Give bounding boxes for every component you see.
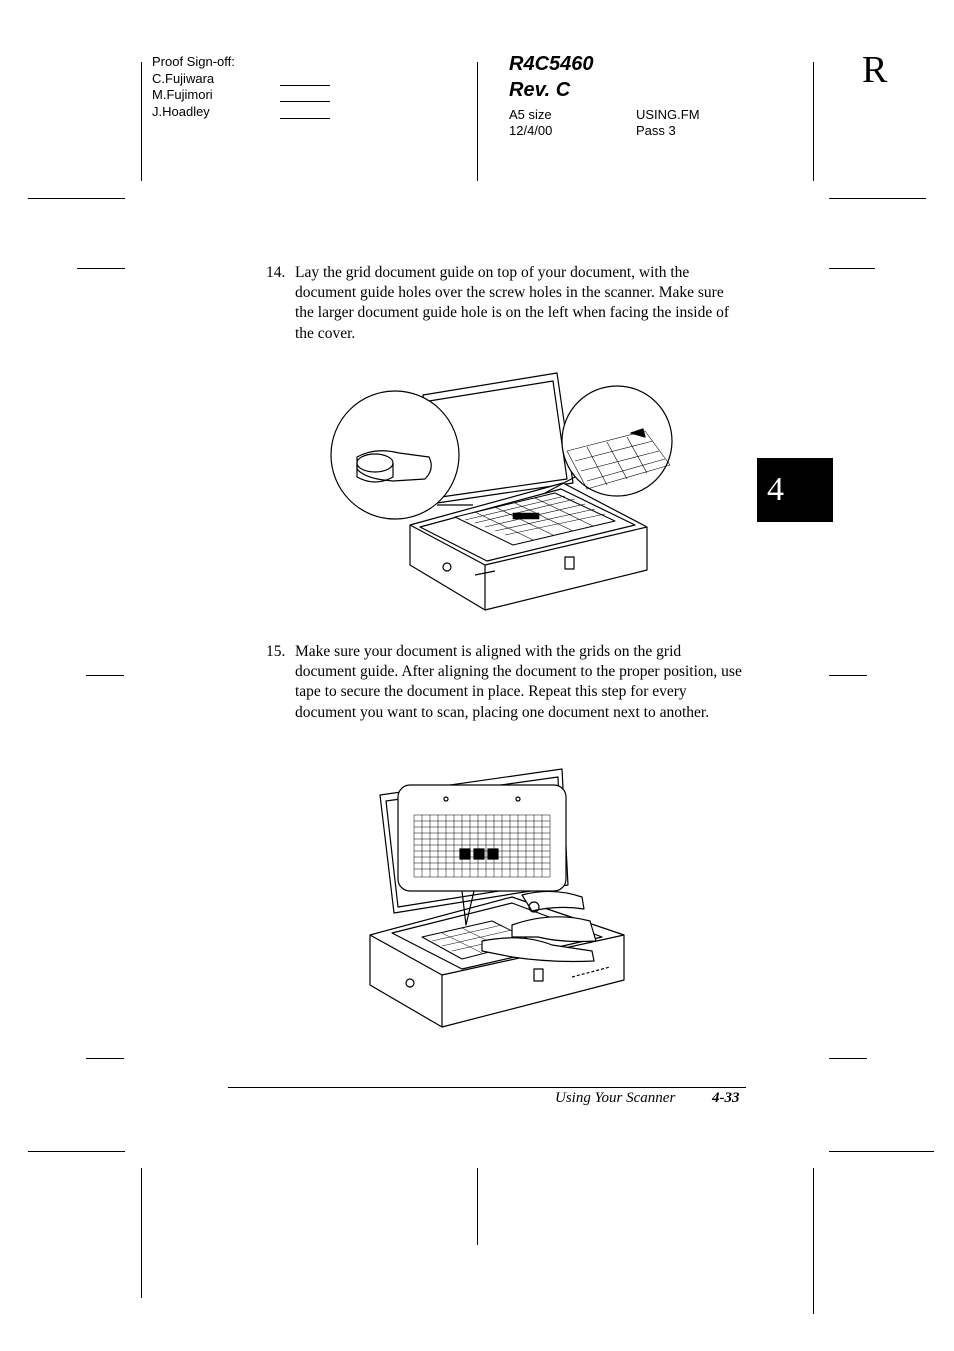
zoom-callout	[331, 391, 459, 519]
signature-line	[280, 118, 330, 119]
signer-name: J.Hoadley	[152, 103, 210, 119]
signer-name: C.Fujiwara	[152, 70, 215, 86]
signature-line	[280, 85, 330, 86]
crop-mark	[141, 1168, 142, 1298]
signoff-label: Proof Sign-off:	[152, 54, 235, 69]
pass-label: Pass 3	[636, 123, 676, 138]
crop-mark	[477, 1168, 478, 1245]
signature-line	[280, 101, 330, 102]
crop-mark	[477, 62, 478, 181]
zoom-callout	[562, 386, 672, 496]
chapter-tab: 4	[757, 458, 833, 522]
crop-mark	[829, 198, 926, 199]
proof-signoff-block	[152, 54, 272, 120]
scanner-taping-document-illustration	[362, 765, 632, 1035]
scanner-grid-guide-illustration	[325, 365, 680, 615]
crop-mark	[829, 675, 867, 676]
footer-section: Using Your Scanner	[555, 1090, 676, 1106]
step-number: 15.	[266, 643, 286, 660]
corner-mark: R	[862, 49, 888, 91]
footer-rule	[228, 1087, 746, 1088]
step-text: Lay the grid document guide on top of your document, with the document guide holes over the screw holes in the scanner. Make sure the larger document guide hole is on the left when facing the inside of the cover.	[295, 264, 730, 342]
crop-mark	[829, 1058, 867, 1059]
crop-mark	[28, 198, 125, 199]
step-number: 14.	[266, 264, 286, 281]
crop-mark	[813, 62, 814, 181]
step-14	[266, 263, 746, 347]
revision-label: Rev. C	[509, 79, 571, 101]
doc-code: R4C5460	[509, 53, 594, 75]
crop-mark	[829, 1151, 934, 1152]
step-text: Make sure your document is aligned with the grids on the grid document guide. After aligning the document to the proper position, use tape to secure the document in place. Repeat this step for every document you want to scan, placing one document next to another.	[295, 643, 742, 721]
size-label: A5 size	[509, 107, 552, 122]
file-label: USING.FM	[636, 107, 700, 122]
step-15	[266, 642, 746, 746]
footer-page-number: 4-33	[712, 1090, 740, 1106]
signer-name: M.Fujimori	[152, 87, 213, 102]
crop-mark	[86, 1058, 124, 1059]
crop-mark	[829, 268, 875, 269]
crop-mark	[86, 675, 124, 676]
date-label: 12/4/00	[509, 123, 553, 138]
crop-mark	[813, 1168, 814, 1314]
crop-mark	[141, 62, 142, 181]
crop-mark	[28, 1151, 125, 1152]
crop-mark	[77, 268, 125, 269]
